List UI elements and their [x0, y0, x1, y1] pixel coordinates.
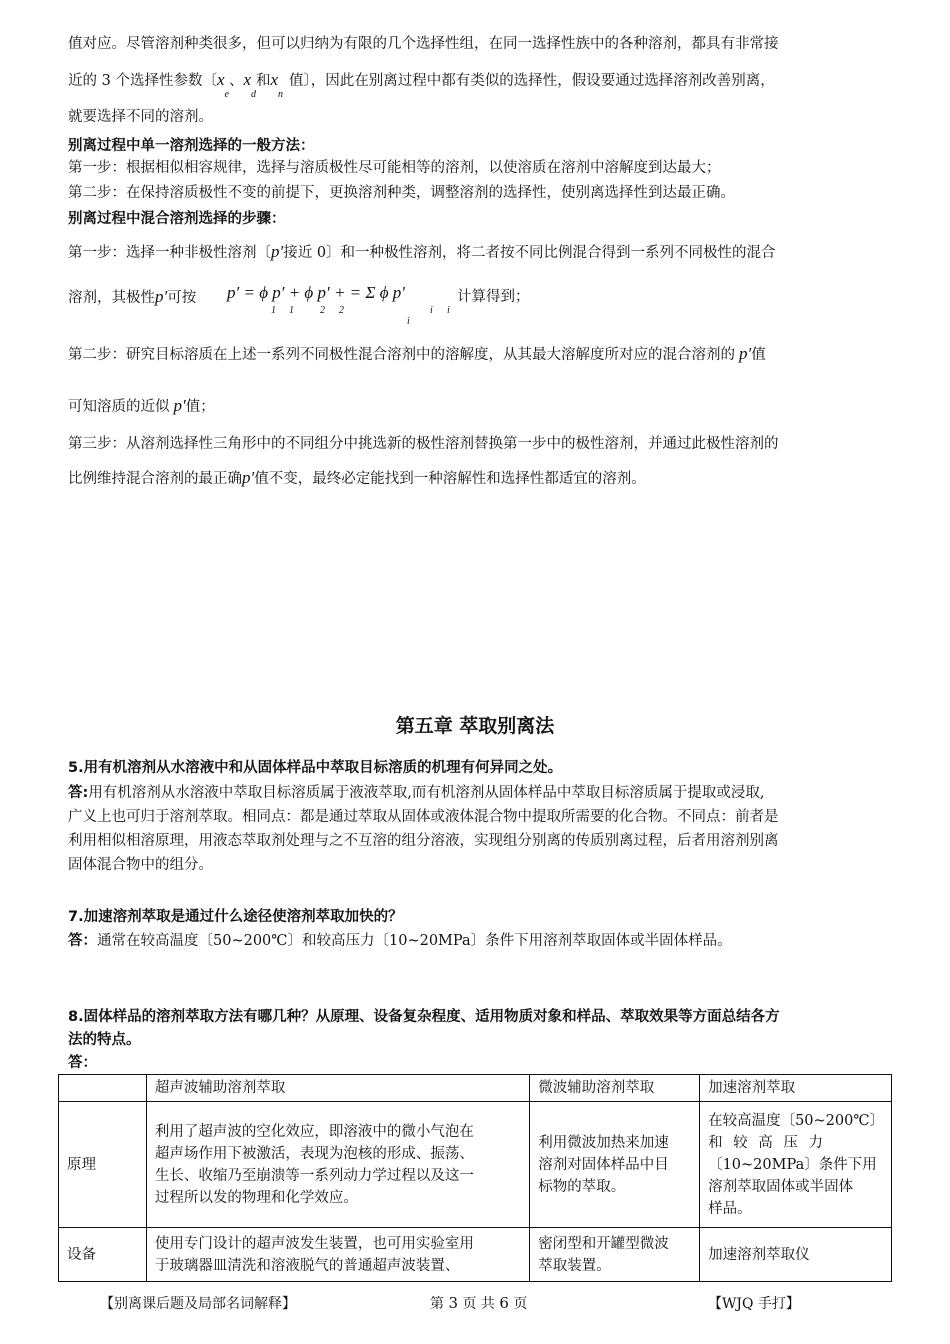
intro-line-2	[68, 69, 775, 101]
math-p-prime-4: p′	[173, 396, 186, 415]
page-number: 第 3 页 共 6 页	[430, 1294, 528, 1312]
q5-question: 5.用有机溶剂从水溶液中和从固体样品中萃取目标溶质的机理有何异同之处。	[68, 760, 563, 776]
formula-sub-i-phi: i	[430, 305, 433, 316]
mixed-step-3: 第三步：从溶剂选择性三角形中的不同组分中挑选新的极性溶剂替换第一步中的极性溶剂，并通过此极性溶剂的	[68, 436, 779, 452]
mixed-step-2: 第二步：研究目标溶质在上述一系列不同极性混合溶剂中的溶解度，从其最大溶解度所对应的混合溶剂的 p′值	[68, 344, 766, 363]
mixed-heading: 别离过程中混合溶剂选择的步骤：	[68, 211, 286, 227]
intro-line-1: 值对应。尽管溶剂种类很多，但可以归纳为有限的几个选择性组，在同一选择性族中的各种溶剂，都具有非常接	[68, 36, 779, 52]
math-p-prime: p′	[271, 242, 284, 261]
chapter-title: 第五章 萃取别离法	[395, 715, 555, 737]
single-step-2: 第二步：在保持溶质极性不变的前提下，更换溶剂种类，调整溶剂的选择性，使别离选择性到达最正确。	[68, 185, 735, 201]
footer-left: 【别离课后题及局部名词解释】	[100, 1296, 296, 1312]
intro-line-3: 就要选择不同的溶剂。	[68, 109, 213, 125]
mixed-step-3-line-2: 比例维持混合溶剂的最正确p′值不变，最终必定能找到一种溶解性和选择性都适宜的溶剂。	[68, 468, 646, 487]
intro-line-2-post: 值〕，因此在别离过程中都有类似的选择性，假设要通过选择溶剂改善别离，	[289, 73, 775, 89]
q7-answer: 答：通常在较高温度〔50~200℃〕和较高压力〔10~20MPa〕条件下用溶剂萃取固体或半固体样品。	[68, 933, 732, 949]
q8-question-line-1: 8.固体样品的溶剂萃取方法有哪几种？从原理、设备复杂程度、适用物质对象和样品、萃取效果等方面总结各方	[68, 1009, 780, 1025]
and-word: 和	[256, 73, 271, 89]
table-row	[59, 1228, 892, 1282]
q5-answer-line-1: 答:用有机溶剂从水溶液中萃取目标溶质属于液液萃取,而有机溶剂从固体样品中萃取目标溶质属于提取或浸取,	[68, 785, 765, 801]
table-header-row	[59, 1075, 892, 1102]
single-heading: 别离过程中单一溶剂选择的一般方法：	[68, 138, 315, 154]
math-xe: $x_e$	[216, 70, 229, 101]
ultrasonic-principle: 利用了超声波的空化效应，即溶液中的微小气泡在 超声场作用下被激活，表现为泡核的形成、振荡、 生长、收缩乃至崩溃等一系列动力学过程以及这一 过程所以发的物理和化学效应。	[146, 1102, 529, 1228]
polarity-formula: p′ = ϕ p′ + ϕ p′ + = Σ ϕ p′	[227, 283, 406, 302]
ultrasonic-equipment: 使用专门设计的超声波发生装置，也可用实验室用 于玻璃器皿清洗和溶液脱气的普通超声波装置、	[146, 1228, 529, 1282]
footer-right: 【WJQ 手打】	[708, 1296, 800, 1312]
formula-sub-2b: 2	[339, 305, 344, 316]
extraction-methods-table	[58, 1074, 892, 1282]
q7-question: 7.加速溶剂萃取是通过什么途径使溶剂萃取加快的？	[68, 909, 403, 925]
q5-answer-line-3: 利用相似相溶原理，用液态萃取剂处理与之不互溶的组分溶液，实现组分别离的传质别离过程，后者用溶剂别离	[68, 833, 779, 849]
formula-sub-i-p: i	[447, 305, 450, 316]
q8-answer-label: 答：	[68, 1055, 97, 1071]
table-header-cell: 加速溶剂萃取	[700, 1075, 892, 1102]
math-p-prime-5: p′	[242, 468, 255, 487]
formula-tail: 计算得到；	[457, 289, 530, 305]
mixed-step-1: 第一步：选择一种非极性溶剂〔p′接近 0〕和一种极性溶剂，将二者按不同比例混合得到一系列不同极性的混合	[68, 242, 776, 261]
math-p-prime-2: p′	[155, 287, 168, 306]
row-label-equipment: 设备	[59, 1228, 147, 1282]
sep-1: 、	[228, 73, 244, 89]
accelerated-principle: 在较高温度〔50~200℃〕 和 较 高 压 力 〔10~20MPa〕条件下用 溶剂萃取固体或半固体 样品。	[700, 1102, 892, 1228]
mixed-formula-line: 溶剂，其极性p′可按	[68, 287, 197, 306]
q5-answer-line-4: 固体混合物中的组分。	[68, 857, 213, 873]
formula-sub-2a: 2	[320, 305, 325, 316]
q5-answer-line-2: 广义上也可归于溶剂萃取。相同点：都是通过萃取从固体或液体混合物中提取所需要的化合物。不同点：前者是	[68, 809, 779, 825]
accelerated-equipment: 加速溶剂萃取仪	[700, 1228, 892, 1282]
math-xd: $x_d$	[243, 70, 256, 101]
formula-sub-i-sum: i	[407, 316, 410, 327]
single-step-1: 第一步：根据相似相容规律，选择与溶质极性尽可能相等的溶剂，以使溶质在溶剂中溶解度到达最大；	[68, 160, 721, 176]
math-xn: $x_n$	[270, 70, 284, 101]
math-p-prime-3: p′	[739, 344, 752, 363]
q8-question-line-2: 法的特点。	[68, 1032, 141, 1048]
microwave-principle: 利用微波加热来加速 溶剂对固体样品中目 标物的萃取。	[530, 1102, 700, 1228]
table-header-cell: 微波辅助溶剂萃取	[530, 1075, 700, 1102]
mixed-step-2-line-2: 可知溶质的近似 p′值；	[68, 396, 215, 415]
table-header-cell: 超声波辅助溶剂萃取	[146, 1075, 529, 1102]
microwave-equipment: 密闭型和开罐型微波 萃取装置。	[530, 1228, 700, 1282]
intro-line-2-pre: 近的 3 个选择性参数〔	[68, 73, 217, 89]
formula-sub-1b: 1	[289, 305, 294, 316]
table-header-cell	[59, 1075, 147, 1102]
table-row	[59, 1102, 892, 1228]
formula-sub-1a: 1	[271, 305, 276, 316]
row-label-principle: 原理	[59, 1102, 147, 1228]
